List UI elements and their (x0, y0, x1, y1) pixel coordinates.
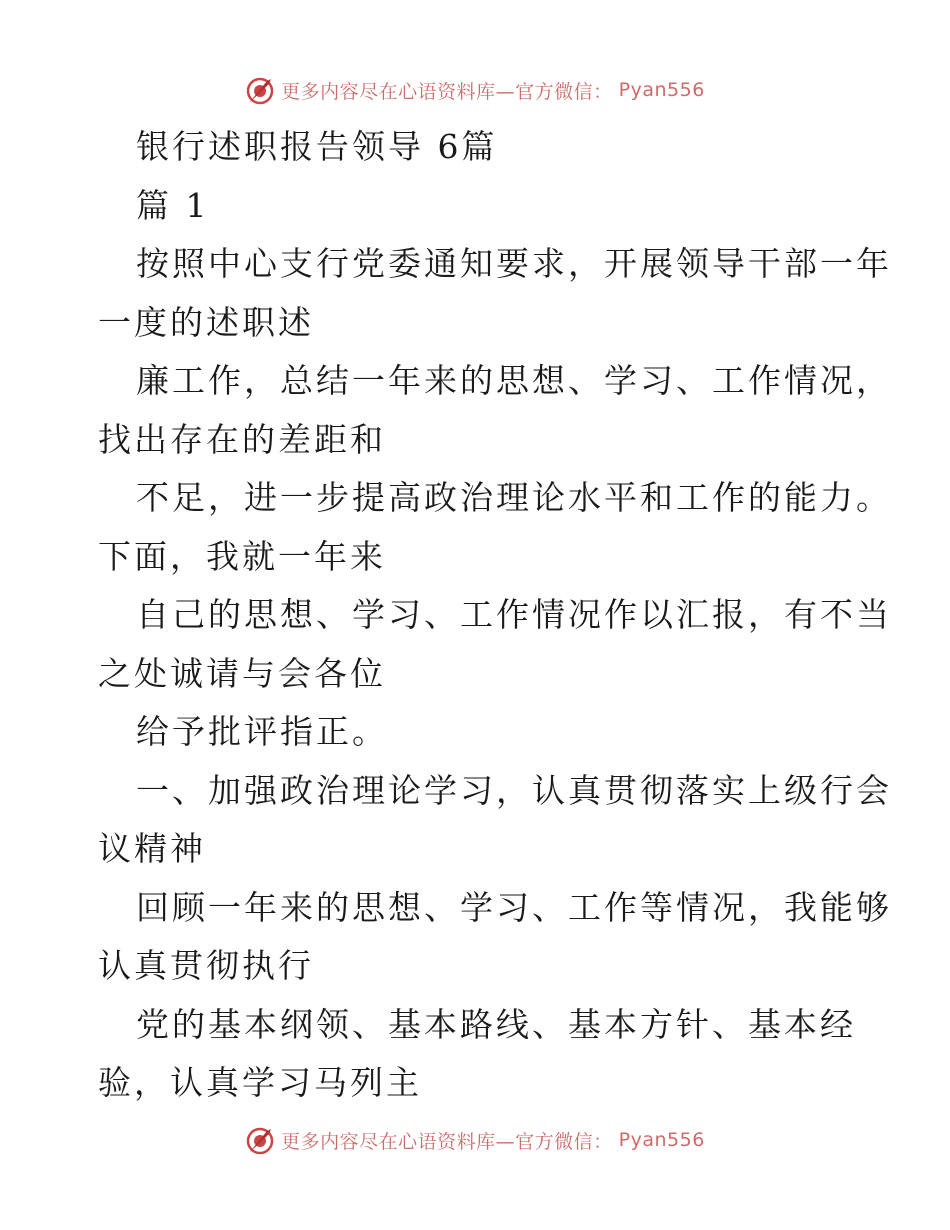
banner-content (245, 1125, 705, 1155)
text-line: 篇 1 (136, 185, 210, 225)
footer-banner (0, 1120, 950, 1160)
text-line: 下面，我就一年来 (98, 536, 386, 576)
text-line: 认真贯彻执行 (98, 946, 314, 985)
text-line: 议精神 (98, 829, 206, 868)
text-line: 一度的述职述 (98, 302, 314, 342)
banner-text: 更多内容尽在心语资料库—官方微信： (281, 80, 613, 103)
text-line: 给予批评指正。 (136, 712, 388, 751)
text-line: 廉工作，总结一年来的思想、学习、工作情况， (136, 361, 892, 400)
banner-content (245, 75, 705, 105)
header-banner (0, 70, 950, 110)
text-line: 按照中心支行党委通知要求，开展领导干部一年 (136, 244, 892, 283)
text-line: 回顾一年来的思想、学习、工作等情况，我能够 (136, 887, 892, 927)
text-line: 不足，进一步提高政治理论水平和工作的能力。 (136, 478, 892, 517)
document-body (98, 118, 892, 1113)
text-line: 银行述职报告领导 6篇 (136, 127, 498, 166)
wechat-id: Pyan556 (618, 79, 705, 101)
text-line: 验，认真学习马列主 (98, 1063, 422, 1102)
text-line: 找出存在的差距和 (98, 419, 386, 459)
text-line: 自己的思想、学习、工作情况作以汇报，有不当 (136, 595, 892, 634)
banner-text: 更多内容尽在心语资料库—官方微信： (281, 1130, 613, 1153)
wechat-id: Pyan556 (618, 1129, 705, 1151)
text-line: 党的基本纲领、基本路线、基本方针、基本经 (136, 1004, 856, 1044)
quill-logo-icon (245, 1125, 275, 1155)
text-line: 一、加强政治理论学习，认真贯彻落实上级行会 (136, 770, 892, 810)
quill-logo-icon (245, 75, 275, 105)
text-line: 之处诚请与会各位 (98, 653, 386, 693)
